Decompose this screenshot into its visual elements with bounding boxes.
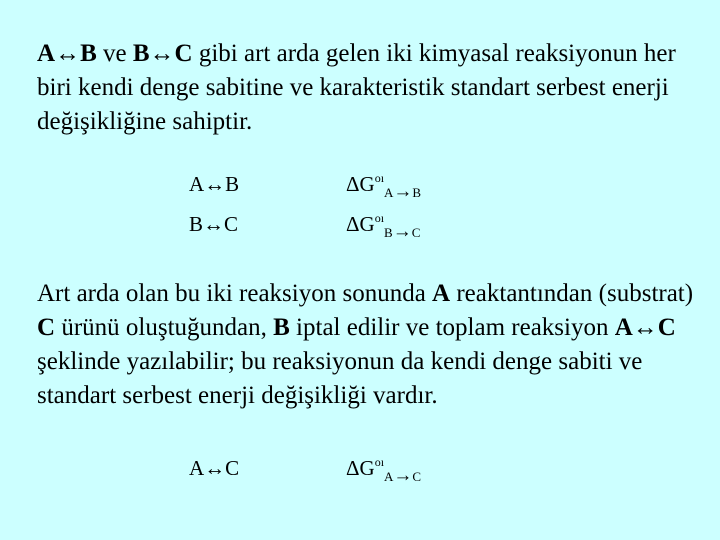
delta-icon: Δ: [346, 172, 360, 196]
reactant-a: A: [432, 280, 451, 307]
intro-text: gibi art arda gelen iki kimyasal reaksiyonun her biri kendi denge sabitine ve karakteristik standart serbest enerji değişikliğine sahiptir.: [37, 40, 676, 135]
sub-reactant: A: [384, 185, 394, 200]
biarrow-icon: ↔: [149, 40, 175, 67]
text-segment: iptal edilir ve toplam reaksiyon: [289, 314, 615, 341]
sub-reactant: A: [384, 469, 394, 484]
equation-rhs: [346, 455, 421, 484]
biarrow-icon: ↔: [203, 212, 225, 236]
gibbs-symbol: G: [359, 212, 375, 236]
text-segment: şeklinde yazılabilir; bu reaksiyonun da kendi denge sabiti ve standart serbest enerji değişikliği vardır.: [37, 348, 643, 409]
biarrow-icon: ↔: [55, 40, 81, 67]
overall-a: A: [614, 314, 633, 341]
biarrow-icon: ↔: [204, 456, 226, 480]
eq-reactant: A: [189, 172, 205, 196]
arrow-icon: →: [393, 465, 413, 486]
arrow-icon: →: [393, 181, 413, 202]
delta-icon: Δ: [346, 212, 360, 236]
reaction-b: B: [80, 40, 97, 67]
connector-text: ve: [96, 40, 133, 67]
reaction-b2: B: [132, 40, 150, 67]
equation-lhs: [189, 211, 238, 237]
arrow-icon: →: [392, 221, 412, 242]
sub-reactant: B: [384, 225, 393, 240]
standard-superscript: oı: [374, 211, 385, 225]
standard-superscript: oı: [374, 171, 385, 185]
text-segment: Art arda olan bu iki reaksiyon sonunda: [37, 280, 433, 307]
overall-c: C: [657, 314, 676, 341]
overall-reaction-paragraph: [37, 277, 697, 413]
biarrow-icon: ↔: [632, 314, 658, 341]
delta-icon: Δ: [346, 456, 360, 480]
reaction-a: A: [37, 40, 56, 67]
eq-reactant: B: [189, 212, 204, 236]
biarrow-icon: ↔: [204, 172, 226, 196]
intermediate-b: B: [273, 314, 290, 341]
subscript: [384, 181, 422, 202]
subscript: [384, 465, 422, 486]
eq-reactant: A: [189, 456, 205, 480]
eq-product: B: [225, 172, 240, 196]
sub-product: C: [412, 469, 422, 484]
sub-product: C: [411, 225, 421, 240]
equation-lhs: [189, 455, 239, 481]
eq-product: C: [224, 212, 239, 236]
gibbs-symbol: G: [359, 456, 375, 480]
subscript: [384, 221, 421, 242]
eq-product: C: [225, 456, 240, 480]
equation-lhs: [189, 171, 239, 197]
product-c: C: [37, 314, 56, 341]
gibbs-symbol: G: [359, 172, 375, 196]
equation-rhs: [346, 171, 421, 200]
standard-superscript: oı: [374, 455, 385, 469]
sub-product: B: [412, 185, 422, 200]
text-segment: reaktantından (substrat): [450, 280, 694, 307]
reaction-c: C: [174, 40, 193, 67]
equation-rhs: [346, 211, 420, 240]
intro-paragraph: [37, 37, 697, 139]
text-segment: ürünü oluştuğundan,: [55, 314, 274, 341]
